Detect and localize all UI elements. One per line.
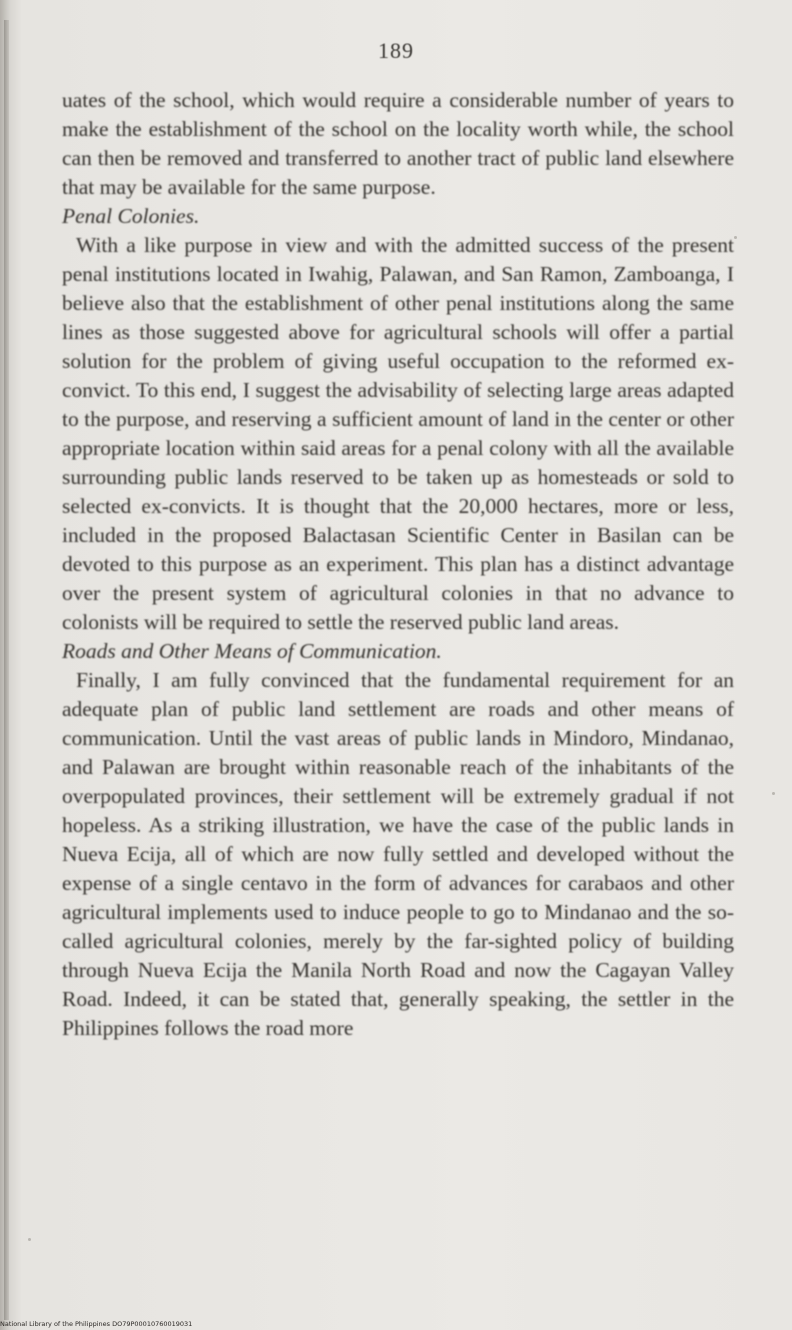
paper-speck [28, 1238, 31, 1241]
section-heading-roads: Roads and Other Means of Communication. [62, 639, 442, 663]
page-number: 189 [378, 38, 414, 63]
paper-speck [734, 236, 737, 239]
page-binding-edge [4, 20, 9, 1320]
paragraph-roads: Finally, I am fully convinced that the fundamental requirement for an adequate plan of public land settlement are roads and other means of communication. Until the vast areas of public lands in Mindoro, Mindanao, and Palawan are brought within reasonable reach of the inhabitants of the overpopulated provinces, their settlement will be extremely gradual if not hopeless. As a striking illustration, we have the case of the public lands in Nueva Ecija, all of which are now fully settled and developed without the expense of a single centavo in the form of advances for carabaos and other agricultural implements used to induce people to go to Mindanao and the so-called agricultural colonies, merely by the far-sighted policy of building through Nueva Ecija the Manila North Road and now the Cagayan Valley Road. Indeed, it can be stated that, generally speaking, the settler in the Philippines follows the road more [62, 668, 734, 1040]
scan-footer-label: National Library of the Philippines DO79P00010760019031 [0, 1320, 193, 1328]
section-heading-penal-colonies: Penal Colonies. [62, 204, 200, 228]
paragraph-penal-colonies: With a like purpose in view and with the admitted success of the present penal institutions located in Iwahig, Palawan, and San Ramon, Zamboanga, I believe also that the establishment of other penal institutions along the same lines as those suggested above for agricultural schools will offer a partial solution for the problem of giving useful occupation to the reformed ex-convict. To this end, I suggest the advisability of selecting large areas adapted to the purpose, and reserving a sufficient amount of land in the center or other appropriate location within said areas for a penal colony with all the available surrounding public lands reserved to be taken up as homesteads or sold to selected ex-convicts. It is thought that the 20,000 hectares, more or less, included in the proposed Balactasan Scientific Center in Basilan can be devoted to this purpose as an experiment. This plan has a distinct advantage over the present system of agricultural colonies in that no advance to colonists will be required to settle the reserved public land areas. [62, 233, 734, 634]
paper-speck [772, 792, 775, 795]
page-body [62, 86, 734, 1043]
paragraph-continued: uates of the school, which would require a considerable number of years to make the establishment of the school on the locality worth while, the school can then be removed and transferred to another tract of public land elsewhere that may be available for the same purpose. [62, 88, 734, 199]
